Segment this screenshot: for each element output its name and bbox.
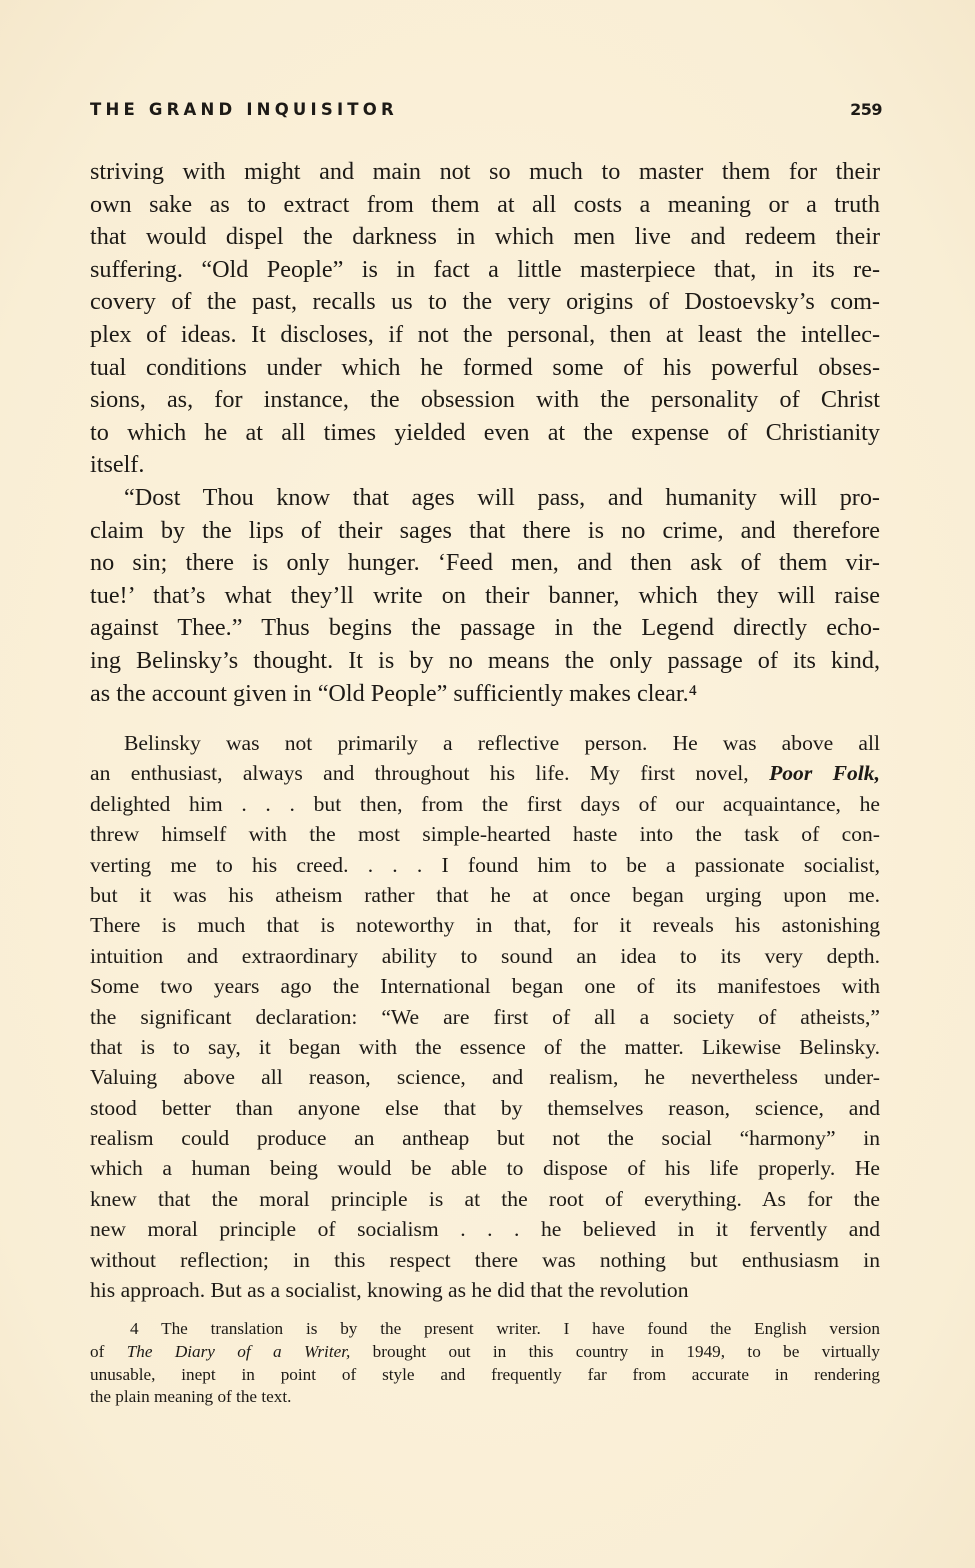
text-line: knew that the moral principle is at the root of everything. As for the: [90, 1186, 880, 1211]
paragraph-1: [90, 156, 880, 482]
running-head: THE GRAND INQUISITOR: [90, 100, 398, 119]
text-line: intuition and extraordinary ability to sound an idea to its very depth.: [90, 943, 880, 968]
text-line: claim by the lips of their sages that there is no crime, and therefore: [90, 516, 880, 544]
page-number: 259: [850, 100, 882, 119]
text-line: own sake as to extract from them at all costs a meaning or a truth: [90, 190, 880, 218]
text-line: without reflection; in this respect there was nothing but enthusiasm in: [90, 1247, 880, 1272]
text-line: new moral principle of socialism . . . he believed in it fervently and: [90, 1217, 880, 1242]
text-line: tue!’ that’s what they’ll write on their banner, which they will raise: [90, 581, 880, 609]
text-line: but it was his atheism rather that he at once began urging upon me.: [90, 882, 880, 907]
text-line: covery of the past, recalls us to the very origins of Dostoevsky’s com-: [90, 288, 880, 316]
text-line: to which he at all times yielded even at the expense of Christianity: [90, 418, 880, 446]
block-quote: [90, 728, 880, 1305]
text-line: sions, as, for instance, the obsession with the personality of Christ: [90, 386, 880, 414]
text-segment: an enthusiast, always and throughout his life. My first novel,: [90, 761, 770, 786]
text-line: as the account given in “Old People” sufficiently makes clear.⁴: [90, 679, 698, 707]
text-line: threw himself with the most simple-hearted haste into the task of con-: [90, 822, 880, 847]
text-line: Some two years ago the International began one of its manifestoes with: [90, 974, 880, 999]
text-line: itself.: [90, 451, 145, 479]
text-line: realism could produce an antheap but not the social “harmony” in: [90, 1126, 880, 1151]
text-line: unusable, inept in point of style and frequently far from accurate in rendering: [90, 1364, 880, 1384]
text-line: stood better than anyone else that by themselves reason, science, and: [90, 1095, 880, 1120]
text-line: Valuing above all reason, science, and realism, he nevertheless under-: [90, 1065, 880, 1090]
text-line: There is much that is noteworthy in that, for it reveals his astonishing: [90, 913, 880, 938]
text-line: that would dispel the darkness in which men live and redeem their: [90, 223, 880, 251]
text-line: verting me to his creed. . . . I found him to be a passionate socialist,: [90, 852, 880, 877]
text-segment: of: [90, 1341, 127, 1361]
text-line: plex of ideas. It discloses, if not the personal, then at least the intellec-: [90, 320, 880, 348]
text-line: that is to say, it began with the essence of the matter. Likewise Belinsky.: [90, 1034, 880, 1059]
text-line: against Thee.” Thus begins the passage in the Legend directly echo-: [90, 614, 880, 642]
footnote: [90, 1318, 880, 1409]
italic-title: The Diary of a Writer,: [126, 1341, 351, 1361]
text-line: ing Belinsky’s thought. It is by no means the only passage of its kind,: [90, 646, 880, 674]
text-line: suffering. “Old People” is in fact a little masterpiece that, in its re-: [90, 255, 880, 283]
text-line: tual conditions under which he formed some of his powerful obses-: [90, 353, 880, 381]
text-line: no sin; there is only hunger. ‘Feed men, and then ask of them vir-: [90, 549, 880, 577]
text-line: 4 The translation is by the present writer. I have found the English version: [130, 1319, 880, 1338]
text-line: the plain meaning of the text.: [90, 1387, 292, 1407]
text-line: Belinsky was not primarily a reflective person. He was above all: [124, 731, 880, 755]
text-segment: brought out in this country in 1949, to be virtually: [350, 1341, 880, 1361]
text-line: striving with might and main not so much to master them for their: [90, 158, 880, 185]
italic-title: Poor Folk,: [769, 761, 880, 786]
text-line: “Dost Thou know that ages will pass, and humanity will pro-: [124, 484, 880, 511]
paragraph-2: [90, 482, 880, 710]
text-line: [90, 1341, 880, 1364]
text-line: [90, 758, 880, 788]
text-line: delighted him . . . but then, from the first days of our acquaintance, he: [90, 791, 880, 816]
text-line: the significant declaration: “We are first of all a society of atheists,”: [90, 1004, 880, 1029]
text-line: his approach. But as a socialist, knowing as he did that the revolution: [90, 1278, 689, 1303]
text-line: which a human being would be able to dispose of his life properly. He: [90, 1156, 880, 1181]
